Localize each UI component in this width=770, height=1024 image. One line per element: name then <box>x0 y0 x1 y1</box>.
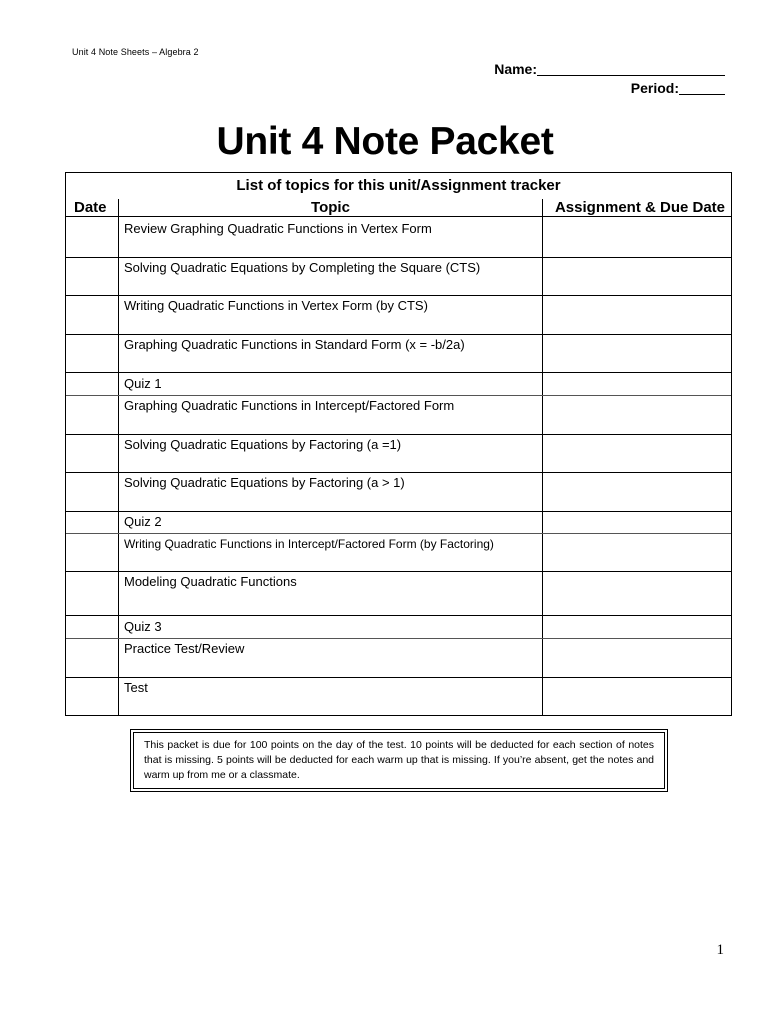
column-header-assignment: Assignment & Due Date <box>554 199 726 216</box>
page-title: Unit 4 Note Packet <box>216 120 554 163</box>
row-divider <box>66 533 731 534</box>
period-field[interactable] <box>631 80 725 96</box>
topic-item: Writing Quadratic Functions in Intercept/Factored Form (by Factoring) <box>124 537 494 551</box>
row-divider <box>66 571 731 572</box>
page-number: 1 <box>716 942 724 958</box>
name-label: Name: <box>494 61 537 77</box>
period-blank[interactable] <box>679 81 725 95</box>
row-divider <box>66 295 731 296</box>
topic-item: Graphing Quadratic Functions in Standard Form (x = -b/2a) <box>124 337 465 352</box>
topic-item: Review Graphing Quadratic Functions in Vertex Form <box>124 221 432 236</box>
row-divider <box>66 334 731 335</box>
document-header-label: Unit 4 Note Sheets – Algebra 2 <box>72 47 199 57</box>
topic-item: Solving Quadratic Equations by Factoring (a > 1) <box>124 475 405 490</box>
name-blank[interactable] <box>537 62 725 76</box>
topic-item: Modeling Quadratic Functions <box>124 574 297 589</box>
topic-item: Quiz 3 <box>124 619 162 634</box>
instructions-box <box>130 729 668 792</box>
row-divider <box>66 615 731 616</box>
period-label: Period: <box>630 80 679 96</box>
topic-item: Practice Test/Review <box>124 641 245 656</box>
table-header <box>66 173 731 217</box>
row-divider <box>66 395 731 396</box>
column-header-topic: Topic <box>311 199 350 216</box>
topic-item: Writing Quadratic Functions in Vertex Form (by CTS) <box>124 298 428 313</box>
row-divider <box>66 638 731 639</box>
topics-table <box>65 172 732 716</box>
topic-item: Graphing Quadratic Functions in Intercept/Factored Form <box>124 398 455 413</box>
topic-item: Solving Quadratic Equations by Completing the Square (CTS) <box>124 260 481 275</box>
row-divider <box>66 372 731 373</box>
column-header-date: Date <box>74 199 107 216</box>
row-divider <box>66 677 731 678</box>
row-divider <box>66 434 731 435</box>
topic-item: Quiz 1 <box>124 376 162 391</box>
name-field[interactable] <box>494 61 725 77</box>
row-divider <box>66 511 731 512</box>
instructions-text: This packet is due for 100 points on the day of the test. 10 points will be deducted for each section of notes that is missing. 5 points will be deducted for each warm up that is missing. If you’re absent, get the notes and warm up from me or a classmate. <box>133 732 665 789</box>
row-divider <box>66 257 731 258</box>
row-divider <box>66 472 731 473</box>
topic-item: Quiz 2 <box>124 514 162 529</box>
topic-item: Solving Quadratic Equations by Factoring (a =1) <box>124 437 402 452</box>
topic-item: Test <box>124 680 148 695</box>
table-caption: List of topics for this unit/Assignment tracker <box>236 177 561 194</box>
